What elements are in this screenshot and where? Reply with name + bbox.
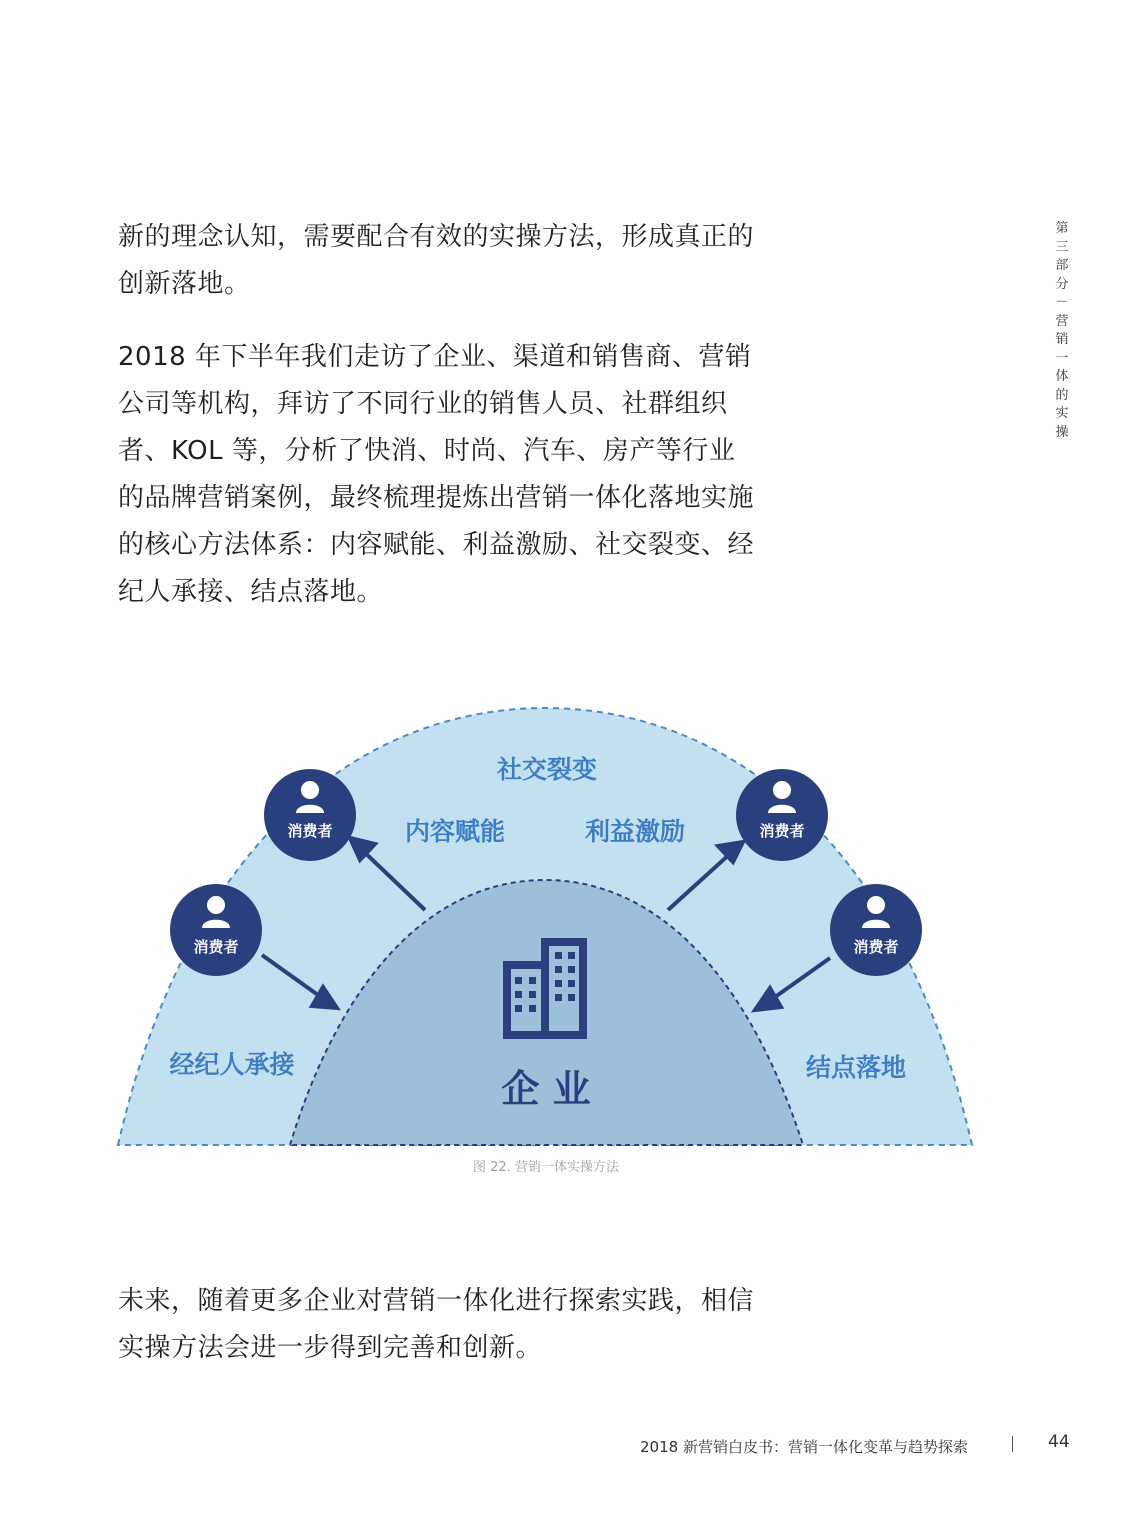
- consumer-badge-top-right: [736, 769, 828, 861]
- label-social-fission: 社交裂变: [496, 755, 598, 784]
- label-node-landing: 结点落地: [805, 1053, 907, 1082]
- label-benefit-incentive: 利益激励: [584, 817, 686, 846]
- svg-text:消费者: 消费者: [287, 822, 333, 840]
- footer-title: 2018 新营销白皮书：营销一体化变革与趋势探索: [640, 1438, 968, 1456]
- label-broker-undertake: 经纪人承接: [169, 1050, 295, 1079]
- paragraph-research: 2018 年下半年我们走访了企业、渠道和销售商、营销公司等机构，拜访了不同行业的销售人员、社群组织者、KOL 等，分析了快消、时尚、汽车、房产等行业的品牌营销案例，最终梳理提炼出营销一体化落地实施的核心方法体系：内容赋能、利益激励、社交裂变、经纪人承接、结点落地。: [118, 342, 755, 607]
- marketing-method-diagram: [0, 690, 1092, 1160]
- consumer-badge-right: [830, 884, 922, 976]
- svg-text:消费者: 消费者: [853, 938, 899, 956]
- center-label: 企 业: [501, 1067, 591, 1111]
- consumer-badge-left: [170, 884, 262, 976]
- consumer-badge-top-left: [264, 769, 356, 861]
- page-number: 44: [1048, 1432, 1070, 1452]
- footer-divider: [1012, 1436, 1013, 1452]
- svg-text:消费者: 消费者: [193, 938, 239, 956]
- label-content-empower: 内容赋能: [404, 817, 506, 846]
- section-side-tab: 第三部分－营销一体的实操: [1055, 221, 1069, 440]
- paragraph-intro: 新的理念认知，需要配合有效的实操方法，形成真正的创新落地。: [118, 222, 755, 299]
- figure-caption: 图 22. 营销一体实操方法: [473, 1160, 619, 1175]
- paragraph-future: 未来，随着更多企业对营销一体化进行探索实践，相信实操方法会进一步得到完善和创新。: [118, 1286, 755, 1363]
- svg-text:消费者: 消费者: [759, 822, 805, 840]
